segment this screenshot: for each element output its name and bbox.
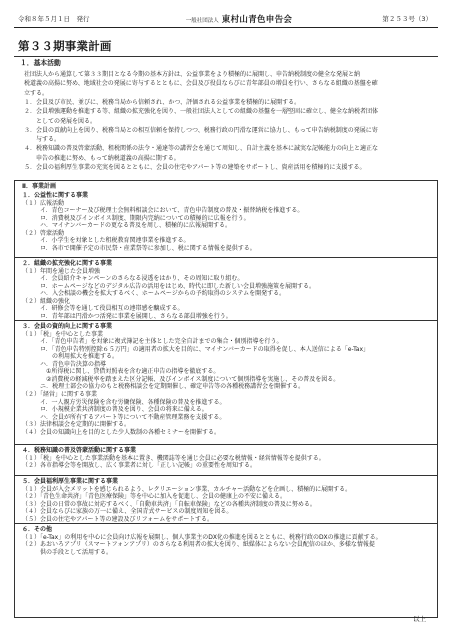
section-line: イ．研修会等を通して役員相互の連帯感を醸成する。 — [22, 305, 184, 313]
section-line: （４）会員ならびに家族の万一に備え、全国青式サービスの制度周知を図る。 — [22, 508, 233, 516]
basic-line: 立する。 — [24, 89, 49, 97]
basic-line: 社団法人から通算して第３３期目となる今期の基本方針は、公益事業をより積極的に展開し、申告納税制度の健全な発展と納 — [24, 71, 361, 78]
end-mark: 以上 — [413, 615, 426, 623]
section-line: （１）広報活動 — [22, 199, 65, 207]
section-line: （２）あおいろアプリ（スマートフォンアプリ）のさらなる利用者の拡大を図り、紙媒体によらない会員配信のほか、多様な情報提 — [22, 541, 375, 549]
publisher-org-type: 一般社団法人 — [185, 18, 219, 24]
section-line: （３）法律相談会を定期的に開催する。 — [22, 421, 131, 429]
section-heading: ５．会員福利厚生事業に関する事業 — [22, 478, 119, 485]
section-line: （２）啓蒙活動 — [22, 229, 65, 237]
section-heading: ６．その他 — [22, 526, 53, 533]
section-heading: ２．組織の拡充強化に関する事業 — [22, 260, 113, 267]
section-line: （１）年間を通じた会員増強 — [22, 267, 101, 275]
section-line: （２）各市指導会等を開放し、広く事業者に対し「正しい記帳」の重要性を周知する。 — [22, 462, 257, 470]
section-line: （１）「税」を中心とした事業活動を基本に置き、機関誌等を通じ会員に必要な税情報・経営情報等を提供する。 — [22, 454, 325, 462]
publisher — [164, 13, 314, 25]
business-heading: Ⅱ．事業計画 — [22, 183, 56, 190]
basic-line: としての発展を図る。 — [24, 117, 97, 125]
section-line: （１）「e-Tax」の利用を中心に会員向け広報を展開し、個人事業主のDX化の推進を図るとともに、税務行政のDXの推進に貢献する。 — [22, 533, 382, 541]
section-line: （２）「経営」に関する事業 — [22, 390, 98, 398]
basic-line: ５．会員の福利厚生事業の充実を図るとともに、会員の住宅やアパート等の建築をサポートし、資産活用を積極的に支援する。 — [24, 164, 366, 171]
section-line: ハ．マイナンバーカードの更なる普及を周し、積極的に広報展開する。 — [22, 222, 232, 230]
section-line: ニ．税理士部会の協力のもと税務相談会を定期開催し、確定申告等の各種税務講習会を開催する。 — [22, 383, 305, 391]
section-divider — [14, 475, 438, 476]
section-line: ロ．各市で開催予定の市民祭・産業祭等に参加し、税に関する情報を提供する。 — [22, 244, 256, 252]
section-divider — [14, 523, 438, 524]
section-line: イ．青色コーナー及び税理士会無料相談会において、青色申告制度の普及・振替納税を推進する。 — [22, 207, 304, 215]
section-divider — [14, 444, 438, 445]
section-line: ①所得税に関し、貸借対照表を含む適正申告の指導を徹底する。 — [22, 368, 220, 376]
section-line: 供の手段として活用する。 — [22, 548, 113, 556]
basic-line: 与する。 — [24, 136, 61, 144]
section-line: ロ．小規模企業共済制度の普及を図り、会員の将来に備える。 — [22, 406, 208, 414]
section-line: （３）会員の日常の事故に対応するべく、「自動車共済」「自転車保険」などの各種共済制度の普及に努める。 — [22, 500, 316, 508]
section-heading: １．公益性に関する事業 — [22, 192, 89, 199]
basic-line: ２．会員増強運動を推進する等、組織の拡充強化を図り、一般社団法人としての組織の基盤を一層堅固に確立し、健全な納税者団体 — [24, 108, 379, 116]
section-line: （２）「青色生命共済」「青色医療保険」等を中心に加入を促進し、会員の健康上の不安に備える。 — [22, 493, 287, 501]
section-line: ロ．ホームページなどのデジタル広告の活用をはじめ、時代に即した新しい会員増強施策を展開する。 — [22, 282, 316, 290]
header-divider — [14, 27, 438, 28]
basic-heading: １．基本活動 — [20, 59, 61, 67]
section-heading: ４．税務知識の普及啓蒙活動に関する事業 — [22, 447, 137, 454]
section-line: イ．一人親方労災保険を含む労働保険、各種保険の普及を推進する。 — [22, 398, 226, 406]
section-line: イ．会員紹介キャンペーンのさらなる浸透をはかり、その周知に取り組む。 — [22, 275, 244, 283]
section-line: イ．「青色申告者」を対象に複式簿記を主体とした完全自計までの集合・個別指導を行う。 — [22, 338, 283, 346]
section-line: ハ．会員が所有するアパート等について不動産管理業務を支援する。 — [22, 413, 226, 421]
section-line: （１）「税」を中心とした事業 — [22, 330, 104, 338]
section-line: ロ．青年部は円滑かつ活発に事業を展開し、さらなる部員増強を行う。 — [22, 312, 232, 320]
section-line: （１）会員が入会メリットを感じられるよう、レクリエーション事業、カルチャー活動などを企画し、積極的に展開する。 — [22, 485, 352, 493]
section-divider — [14, 257, 438, 258]
section-line: イ．小学生を対象とした租税教育関連事業を推進する。 — [22, 237, 190, 245]
section-line: （２）組織の強化 — [22, 297, 71, 305]
basic-line: １．会員及び市民、並びに、税務当局から信頼され、かつ、評価される公益事業を積極的に展開する。 — [24, 98, 301, 106]
section-line: ハ．青色申告決算の指導 — [22, 360, 107, 368]
section-line: ②消費税の軽減税率を踏まえた区分記帳、及びインボイス制度について個別指導を実施し、その普及を図る。 — [22, 375, 340, 383]
section-line: （５）会員の住宅やアパート等の建設及びリフォームをサポートする。 — [22, 515, 214, 523]
page-title: 第３３期事業計画 — [18, 39, 112, 53]
issue-number: 第２５３号（3） — [382, 15, 432, 23]
section-divider — [14, 320, 438, 321]
section-line: （４）会員の知識向上を目的とした少人数制の各種セミナーを開催する。 — [22, 428, 221, 436]
section-line: ロ．消費税及びインボイス制度、期限内完納についての積極的に広報を行う。 — [22, 214, 250, 222]
basic-line: 申告の推進に努め、もって納税道義の高揚に期する。 — [24, 154, 180, 162]
basic-line: ４．税務知識の普及啓蒙活動、租税関係の法令・通達等の講習会を通じて周知し、自計主義を基本に誠実な記帳能力の向上と適正な — [24, 145, 379, 153]
section-line: ロ．「青色申告特別控除６５万円」の適用者の拡大を目的に、マイナンバーカードの取得を促し、本人送信による「e-Tax」 — [22, 345, 370, 353]
publisher-name: 東村山青色申告会 — [221, 15, 293, 25]
issue-date: 令和８年５月１日 発行 — [18, 15, 90, 23]
title-divider — [14, 56, 438, 57]
page-header — [14, 12, 438, 24]
section-heading: ３．会員の資的向上に関する事業 — [22, 323, 113, 330]
basic-line: ３．会員の貢献向上を図り、税務当局との相互信頼を保持しつつ、税務行政の円滑な運営に協力し、もって申告納税制度の発展に寄 — [24, 126, 378, 134]
basic-line: 税道義の高揚に努め、地域社会の発展に寄与するとともに、会員及び役員ならびに青年部員の増員を行い、さらなる組織の基盤を確 — [24, 80, 378, 88]
section-line: ハ．入会相談の機会を拡大するべく、ホームページからの予約取得のシステムを開発する。 — [22, 290, 286, 298]
section-line: の利用拡大を推進する。 — [22, 353, 119, 361]
